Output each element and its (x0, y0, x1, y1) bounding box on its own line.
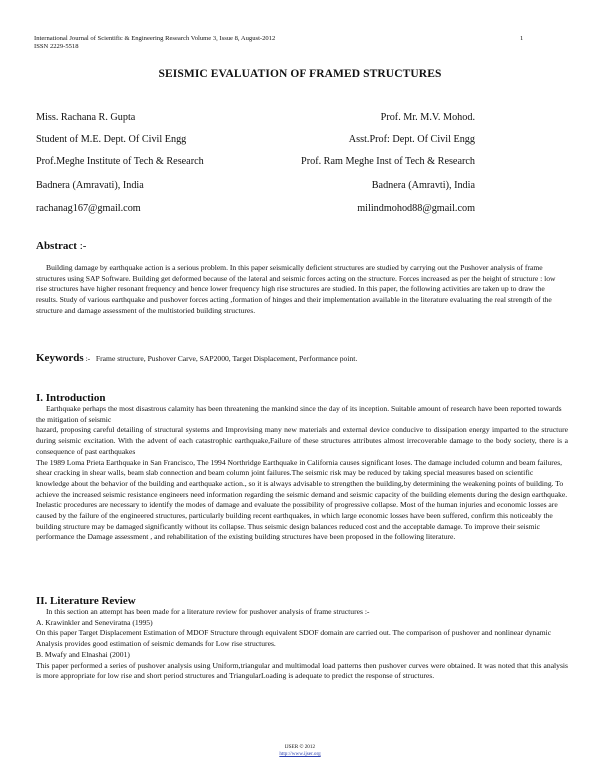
review-paragraph: In this section an attempt has been made for a literature review for pushover analysis of frame structures :- (46, 607, 370, 616)
issn: ISSN 2229-5518 (34, 43, 79, 51)
intro-paragraph: Earthquake perhaps the most disastrous calamity has been threatening the mankind since the day of its inception. Suitable amount of research have been reported towards the mitigation of seismic (36, 404, 562, 424)
author1-location: Badnera (Amravati), India (36, 180, 144, 191)
review-paragraph: This paper performed a series of pushover analysis using Uniform,triangular and multimodal load patterns then pushover curves were obtained. It was noted that this analysis is more appropriate for low rise and short period structures and TriangularLoading is adequate to predict the response of structures. (36, 660, 568, 681)
review-paragraph: Analysis provides good estimation of seismic demands for Low rise structures. (36, 639, 276, 649)
author1-email[interactable]: rachanag167@gmail.com (36, 203, 141, 214)
footer (0, 744, 600, 758)
review-body (36, 607, 568, 682)
author2-location: Badnera (Amravti), India (371, 180, 475, 191)
keywords-label: Keywords (36, 352, 84, 364)
author1-dept: Student of M.E. Dept. Of Civil Engg (36, 134, 187, 145)
keywords-text: Frame structure, Pushover Carve, SAP2000, Target Displacement, Performance point. (95, 354, 358, 363)
page-number: 1 (520, 35, 524, 42)
abstract-text: Building damage by earthquake action is a serious problem. In this paper seismically deficient structures are studied by carrying out the Pushover analysis of frame structures using SAP Software. Building get deformed because of the lateral and seismic forces acting on the structure. Forces increased as per the height of structure : low rise structures have higher resonant frequency and hence lower frequency high rise structures are studied. In this paper, the following activities are taken up to draw the results. Study of various earthquake and pushover forces acting ,formation of hinges and their implementation available in the literature evaluating the real strength of the structure and damage assessment of the multistoried building structures. (36, 263, 556, 315)
intro-heading: I. Introduction (36, 392, 106, 404)
review-subheading: B. Mwafy and Elnashai (2001) (36, 649, 130, 659)
review-paragraph: On this paper Target Displacement Estimation of MDOF Structure through equivalent SDOF domain are carried out. The comparison of pushover and nonlinear dynamic (36, 628, 552, 638)
intro-paragraph: The 1989 Loma Prieta Earthquake in San Francisco, The 1994 Northridge Earthquake in California causes significant loses. The damage included column and beam failures, shear cracking in shear walls, beam slab connection and beam column joint failures.The seismic risk may be reduced by taking special measures based on scientific knowledge about the behavior of the building and earthquake action., so it is always advisable to strengthen the building,by determining the weakening points of building. To achieve the increased seismic resistance engineers need information regarding the seismic demand and seismic capacity of the building elements during the design earthquake. Inelastic procedures are necessary to identify the modes of damage and evaluate the possibility of progressive collapse. Most of the human injuries and economic losses are caused by the failure of the engineered structures, particularly building recent earthquakes, in which large economic losses have been suffered, confirm this noticeably the building structure may be damaged significantly without its collapse. Thus seismic design balances reduced cost and the acceptable damage. To improve their seismic performance the Damage assessment , and rehabilitation of the existing building structures have been proposed in the following literature. (36, 457, 568, 542)
author1-name: Miss. Rachana R. Gupta (36, 112, 136, 123)
abstract-body (36, 263, 568, 317)
keywords: Keywords :- Frame structure, Pushover Carve, SAP2000, Target Displacement, Performance point. (36, 352, 358, 364)
footer-copyright: IJSER © 2012 (284, 744, 316, 750)
intro-body (36, 404, 568, 543)
footer-url-link[interactable]: http://www.ijser.org (279, 750, 321, 757)
abstract-heading: Abstract :- (36, 240, 87, 252)
review-subheading: A. Krawinkler and Seneviratna (1995) (36, 617, 153, 627)
paper-title: SEISMIC EVALUATION OF FRAMED STRUCTURES (158, 68, 442, 80)
author2-institute: Prof. Ram Meghe Inst of Tech & Research (301, 156, 475, 167)
author2-email[interactable]: milindmohod88@gmail.com (357, 203, 475, 214)
journal-name: International Journal of Scientific & Engineering Research Volume 3, Issue 8, August-2012 (34, 35, 276, 42)
author1-institute: Prof.Meghe Institute of Tech & Research (36, 156, 204, 167)
author2-name: Prof. Mr. M.V. Mohod. (380, 112, 475, 123)
author2-dept: Asst.Prof: Dept. Of Civil Engg (348, 134, 475, 145)
intro-paragraph: hazard, proposing careful detailing of structural systems and Improvising many new materials and external device conducive to dissipation energy imparted to the structure during seismic excitation. With the advent of each catastrophic earthquake,Failure of these structures attributes almost irrecoverable damage to the body society, there is a consequence of past earthquakes (36, 425, 568, 456)
review-heading: II. Literature Review (36, 595, 136, 607)
journal-header (34, 35, 275, 51)
